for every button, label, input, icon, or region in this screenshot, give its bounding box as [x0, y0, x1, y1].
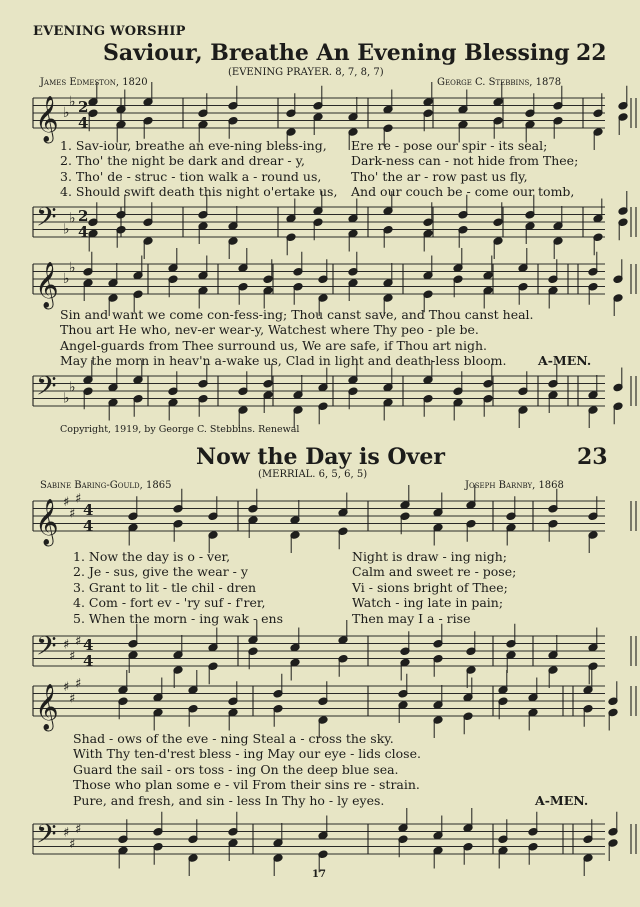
- hymn-22-amen: A-MEN.: [538, 353, 592, 368]
- hymn-22-treble-staff-1: [33, 93, 605, 142]
- hymn-22-treble-staff-2: [33, 259, 605, 308]
- hymn-22-bass-staff-2: [33, 372, 605, 412]
- hymn-23-lyrics-top-left: [73, 549, 283, 626]
- hymn-22-number: 22: [576, 40, 607, 66]
- flat-icon: ♭: [63, 271, 70, 287]
- lyric-line: Shad - ows of the eve - ning Steal a - cross the sky.: [73, 731, 394, 746]
- hymn-23-lyrics-top-right: [352, 549, 516, 626]
- sharp-icon: ♯: [69, 648, 76, 664]
- time-signature-top: 4: [83, 636, 94, 654]
- lyric-line: And our couch be - come our tomb,: [351, 184, 575, 200]
- lyric-line: May the morn in heav'n a-wake us, Clad in light and death-less bloom.: [60, 353, 507, 369]
- time-signature-bottom: 4: [83, 517, 94, 535]
- lyric-line: Ere re - pose our spir - its seal;: [351, 138, 548, 153]
- hymn-23-amen: A-MEN.: [535, 793, 589, 808]
- lyric-line: 4. Should swift death this night o'ertake us,: [60, 184, 338, 200]
- hymn-23-lyrics-bottom: [73, 731, 421, 808]
- lyric-line: Night is draw - ing nigh;: [352, 549, 508, 564]
- bass-clef-icon: 𝄢: [36, 201, 57, 239]
- sharp-icon: ♯: [63, 495, 70, 510]
- time-signature-top: 2: [78, 207, 89, 225]
- sharp-icon: ♯: [63, 680, 70, 695]
- page-number: 17: [312, 869, 326, 880]
- sharp-icon: ♯: [75, 491, 82, 507]
- lyric-line: 3. Grant to lit - tle chil - dren: [73, 579, 257, 595]
- time-signature-top: 2: [78, 98, 89, 116]
- bass-clef-icon: 𝄢: [36, 818, 57, 856]
- time-signature-bottom: 4: [78, 114, 89, 132]
- hymn-22-title: Saviour, Breathe An Evening Blessing: [103, 40, 570, 66]
- treble-clef-icon: 𝄞: [35, 262, 59, 308]
- lyric-line: Dark-ness can - not hide from Thee;: [351, 153, 579, 169]
- hymn-23-treble-staff-1: [33, 491, 605, 545]
- sharp-icon: ♯: [75, 676, 82, 692]
- hymn-23-meter: (MERRIAL. 6, 5, 6, 5): [258, 469, 368, 480]
- treble-clef-icon: 𝄞: [35, 499, 59, 545]
- lyric-line: 3. Tho' de - struc - tion walk a - round us,: [60, 168, 322, 184]
- section-heading: EVENING WORSHIP: [33, 24, 186, 39]
- lyric-line: Thou art He who, nev-er wear-y, Watchest where Thy peo - ple be.: [60, 322, 479, 338]
- flat-icon: ♭: [63, 105, 70, 121]
- hymn-22-copyright: Copyright, 1919, by George C. Stebbins. Renewal: [60, 424, 300, 435]
- bass-clef-icon: 𝄢: [36, 370, 57, 408]
- sharp-icon: ♯: [75, 633, 82, 649]
- sharp-icon: ♯: [69, 691, 76, 707]
- hymn-23-bass-staff-1: [33, 632, 605, 672]
- lyric-line: Tho' the ar - row past us fly,: [351, 168, 528, 184]
- time-signature-top: 4: [83, 501, 94, 519]
- lyric-line: 5. When the morn - ing wak - ens: [73, 610, 284, 626]
- flat-icon: ♭: [69, 93, 76, 110]
- sharp-icon: ♯: [69, 836, 76, 852]
- flat-icon: ♭: [69, 210, 76, 227]
- flat-icon: ♭: [69, 259, 76, 276]
- hymn-22-composer: George C. Stebbins, 1878: [437, 77, 562, 88]
- hymn-23-composer: Joseph Barnby, 1868: [465, 480, 564, 491]
- flat-icon: ♭: [63, 390, 70, 407]
- lyric-line: 2. Tho' the night be dark and drear - y,: [60, 153, 305, 169]
- sharp-icon: ♯: [75, 821, 82, 837]
- sharp-icon: ♯: [63, 637, 70, 653]
- lyric-line: 4. Com - fort ev - 'ry suf - f'rer,: [73, 595, 266, 611]
- sharp-icon: ♯: [63, 825, 70, 841]
- treble-clef-icon: 𝄞: [35, 684, 59, 730]
- lyric-line: With Thy ten-d'rest bless - ing May our eye - lids close.: [73, 746, 421, 762]
- lyric-line: 2. Je - sus, give the wear - y: [73, 564, 248, 580]
- bass-clef-icon: 𝄢: [36, 630, 57, 668]
- hymn-22-lyrics-top-right: [351, 138, 578, 200]
- lyric-line: Watch - ing late in pain;: [352, 595, 504, 611]
- lyric-line: Angel-guards from Thee surround us, We are safe, if Thou art nigh.: [60, 337, 487, 353]
- lyric-line: Calm and sweet re - pose;: [352, 564, 517, 580]
- lyric-line: Those who plan some e - vil From their sins re - strain.: [73, 777, 420, 793]
- hymn-22-meter: (EVENING PRAYER. 8, 7, 8, 7): [228, 67, 384, 78]
- lyric-line: Guard the sail - ors toss - ing On the deep blue sea.: [73, 761, 399, 777]
- hymn-23-treble-staff-2: [33, 676, 605, 730]
- lyric-line: Then may I a - rise: [352, 610, 471, 626]
- sharp-icon: ♯: [69, 506, 76, 522]
- hymn-22-lyrics-bottom: [60, 307, 534, 369]
- lyric-line: Sin and want we come con-fess-ing; Thou canst save, and Thou canst heal.: [60, 307, 534, 322]
- hymn-22-lyrics-top-left: [60, 138, 337, 200]
- hymn-23-bass-staff-2: [33, 820, 605, 860]
- flat-icon: ♭: [69, 379, 76, 396]
- hymn-22-bass-staff-1: [33, 203, 605, 243]
- hymn-23-number: 23: [577, 444, 608, 470]
- hymn-22-author: James Edmeston, 1820: [40, 77, 148, 88]
- flat-icon: ♭: [63, 221, 70, 238]
- lyric-line: Pure, and fresh, and sin - less In Thy ho - ly eyes.: [73, 792, 385, 808]
- time-signature-bottom: 4: [78, 223, 89, 241]
- lyric-line: 1. Sav-iour, breathe an eve-ning bless-ing,: [60, 138, 327, 153]
- treble-clef-icon: 𝄞: [35, 96, 59, 142]
- hymn-23-title: Now the Day is Over: [196, 444, 445, 470]
- time-signature-bottom: 4: [83, 652, 94, 670]
- hymn-23-author: Sabine Baring-Gould, 1865: [40, 480, 172, 491]
- lyric-line: Vi - sions bright of Thee;: [352, 579, 508, 595]
- lyric-line: 1. Now the day is o - ver,: [73, 549, 231, 564]
